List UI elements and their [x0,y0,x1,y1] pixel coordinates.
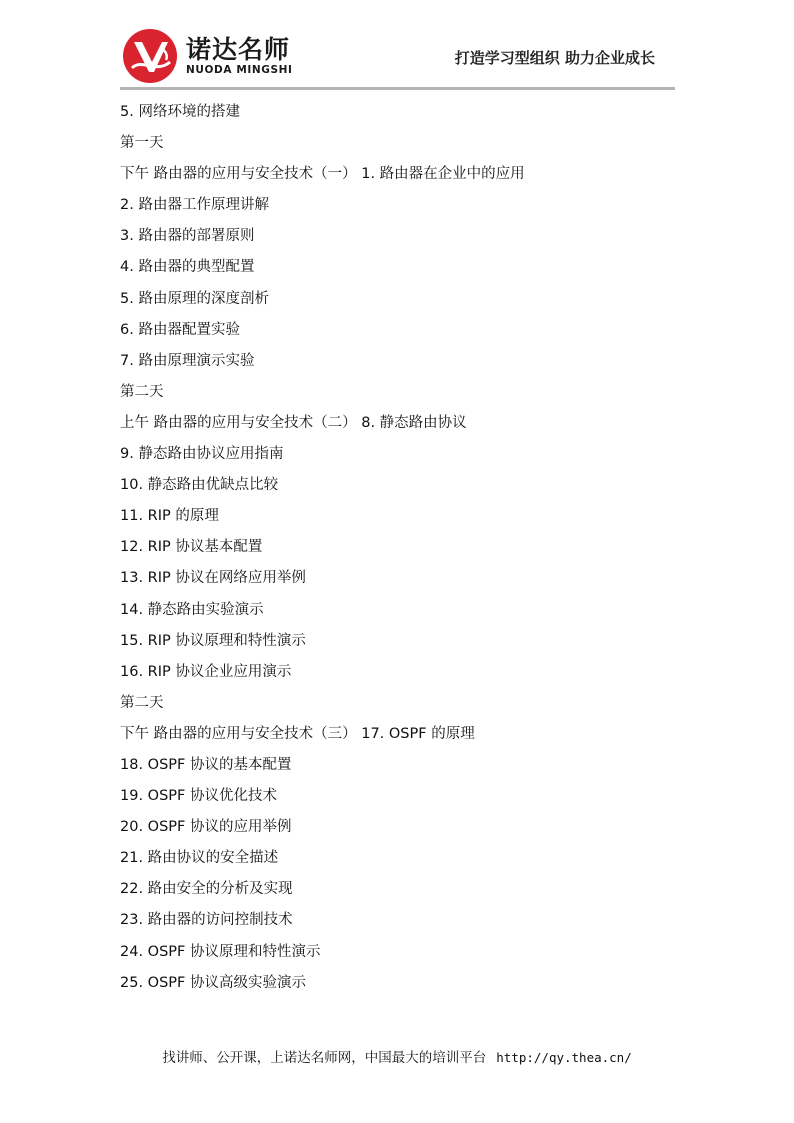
text-line: 9. 静态路由协议应用指南 [120,446,284,463]
brand-logo [120,24,330,86]
day-heading: 第二天 [120,694,164,711]
text-line: 25. OSPF 协议高级实验演示 [120,974,306,991]
text-line: 13. RIP 协议在网络应用举例 [120,570,306,587]
day-heading: 第一天 [120,135,164,152]
text-line: 21. 路由协议的安全描述 [120,850,279,867]
text-line: 23. 路由器的访问控制技术 [120,912,293,929]
text-line: 22. 路由安全的分析及实现 [120,881,293,898]
text-line: 16. RIP 协议企业应用演示 [120,663,292,680]
text-line: 2. 路由器工作原理讲解 [120,197,269,214]
day-heading: 第二天 [120,383,164,400]
session-line: 下午 路由器的应用与安全技术（三） 17. OSPF 的原理 [120,725,475,742]
brand-name-en: NUODA MINGSHI [186,64,293,76]
text-line: 24. OSPF 协议原理和特性演示 [120,943,321,960]
text-line: 14. 静态路由实验演示 [120,601,264,618]
text-line: 10. 静态路由优缺点比较 [120,477,279,494]
session-line: 下午 路由器的应用与安全技术（一） 1. 路由器在企业中的应用 [120,166,525,183]
text-line: 7. 路由原理演示实验 [120,352,255,369]
text-line: 19. OSPF 协议优化技术 [120,788,277,805]
document-body [120,98,680,1000]
page-header [120,22,675,92]
footer-text: 找讲师、公开课，上诺达名师网，中国最大的培训平台 [162,1050,487,1066]
text-line: 6. 路由器配置实验 [120,321,240,338]
text-line: 11. RIP 的原理 [120,508,219,525]
brand-logo-icon [122,28,178,84]
text-line: 12. RIP 协议基本配置 [120,539,263,556]
text-line: 4. 路由器的典型配置 [120,259,255,276]
text-line: 15. RIP 协议原理和特性演示 [120,632,306,649]
text-line: 20. OSPF 协议的应用举例 [120,819,292,836]
text-line: 5. 路由原理的深度剖析 [120,290,269,307]
brand-name-cn: 诺达名师 [186,35,291,64]
header-divider [120,87,675,90]
text-line: 18. OSPF 协议的基本配置 [120,756,292,773]
header-slogan: 打造学习型组织 助力企业成长 [454,49,655,67]
footer-url[interactable]: http://qy.thea.cn/ [496,1050,632,1065]
text-line: 3. 路由器的部署原则 [120,228,255,245]
session-line: 上午 路由器的应用与安全技术（二） 8. 静态路由协议 [120,414,467,431]
text-line: 5. 网络环境的搭建 [120,104,240,120]
page-footer [0,1046,794,1066]
